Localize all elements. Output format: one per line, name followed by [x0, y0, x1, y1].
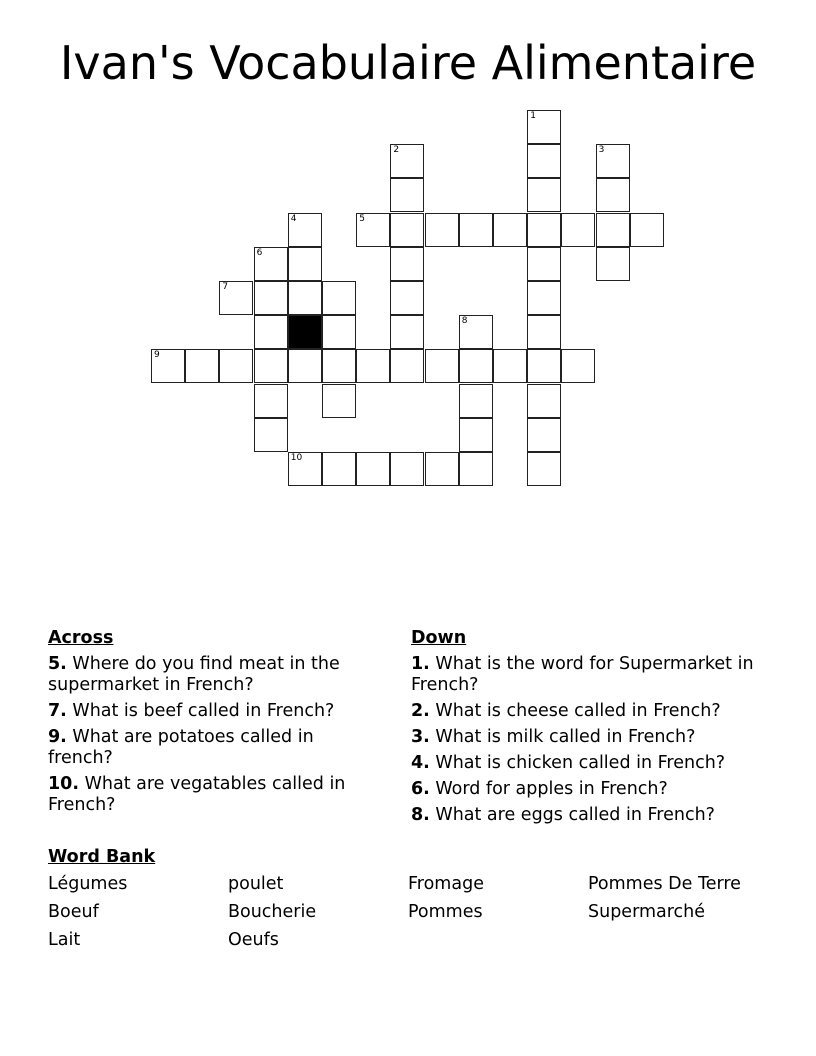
grid-cell[interactable] [322, 349, 356, 383]
grid-cell[interactable] [596, 178, 630, 212]
word-bank-item: Pommes [408, 902, 483, 922]
word-bank-item: Fromage [408, 874, 484, 894]
grid-cell[interactable] [527, 247, 561, 281]
clue-number: 2. [411, 701, 430, 721]
grid-cell[interactable] [493, 213, 527, 247]
down-clue [411, 654, 791, 696]
grid-cell[interactable] [254, 315, 288, 349]
down-clues [411, 628, 791, 831]
grid-cell[interactable] [527, 315, 561, 349]
grid-cell[interactable] [390, 213, 424, 247]
word-bank-heading: Word Bank [48, 847, 156, 867]
grid-cell[interactable] [356, 349, 390, 383]
grid-cell[interactable] [527, 384, 561, 418]
word-bank-item: Boucherie [228, 902, 317, 922]
clue-number: 6 [256, 247, 263, 258]
clue-text: What is chicken called in French? [429, 753, 726, 773]
word-bank [48, 845, 788, 951]
clue-number: 10. [48, 774, 80, 794]
grid-cell[interactable] [390, 178, 424, 212]
grid-cell[interactable] [527, 178, 561, 212]
grid-cell[interactable] [288, 349, 322, 383]
down-clue [411, 727, 791, 748]
clue-number: 8. [411, 805, 430, 825]
clue-number: 2 [393, 145, 400, 156]
grid-cell[interactable] [254, 418, 288, 452]
down-clue [411, 701, 791, 722]
grid-cell[interactable] [527, 418, 561, 452]
grid-cell[interactable] [425, 452, 459, 486]
down-clue [411, 779, 791, 800]
clue-text: What is the word for Supermarket in French? [411, 654, 754, 695]
across-clue [48, 727, 378, 769]
grid-cell[interactable] [459, 213, 493, 247]
grid-cell[interactable] [527, 213, 561, 247]
clue-number: 3 [598, 145, 605, 156]
clue-number: 5. [48, 654, 67, 674]
grid-cell[interactable] [322, 452, 356, 486]
clue-number: 9. [48, 727, 67, 747]
grid-cell[interactable] [459, 349, 493, 383]
grid-cell[interactable] [151, 349, 185, 383]
grid-cell[interactable] [356, 452, 390, 486]
grid-cell[interactable] [459, 452, 493, 486]
down-clue [411, 753, 791, 774]
grid-cell[interactable] [185, 349, 219, 383]
crossword-grid [0, 0, 816, 520]
grid-cell[interactable] [390, 281, 424, 315]
grid-cell[interactable] [254, 247, 288, 281]
clue-number: 6. [411, 779, 430, 799]
grid-cell[interactable] [630, 213, 664, 247]
clue-text: What is cheese called in French? [429, 701, 721, 721]
page-title: Ivan's Vocabulaire Alimentaire [59, 36, 757, 90]
word-bank-item: Pommes De Terre [588, 874, 741, 894]
clue-number: 1. [411, 654, 430, 674]
grid-cell[interactable] [459, 418, 493, 452]
grid-cell[interactable] [322, 384, 356, 418]
grid-cell[interactable] [561, 213, 595, 247]
grid-cell[interactable] [322, 315, 356, 349]
down-heading: Down [411, 628, 467, 648]
across-clues [48, 628, 378, 821]
clue-number: 9 [154, 350, 160, 361]
grid-cell[interactable] [527, 144, 561, 178]
word-bank-list [48, 873, 788, 951]
grid-cell[interactable] [527, 110, 561, 144]
grid-cell[interactable] [390, 452, 424, 486]
across-clue [48, 774, 378, 816]
grid-cell[interactable] [527, 349, 561, 383]
grid-cell[interactable] [322, 281, 356, 315]
clue-text: What is milk called in French? [429, 727, 696, 747]
clue-number: 8 [461, 316, 468, 327]
word-bank-item: Boeuf [48, 902, 99, 922]
grid-cell-blocked [288, 315, 322, 349]
grid-cell[interactable] [459, 315, 493, 349]
grid-cell[interactable] [356, 213, 390, 247]
across-heading: Across [48, 628, 114, 648]
grid-cell[interactable] [254, 281, 288, 315]
grid-cell[interactable] [390, 144, 424, 178]
word-bank-item: Supermarché [588, 902, 706, 922]
word-bank-item: Lait [48, 930, 81, 950]
down-clue [411, 805, 791, 826]
clue-number: 4. [411, 753, 430, 773]
grid-cell[interactable] [288, 213, 322, 247]
grid-cell[interactable] [527, 452, 561, 486]
grid-cell[interactable] [390, 247, 424, 281]
across-clue-list [48, 654, 378, 816]
across-clue [48, 654, 378, 696]
grid-cell[interactable] [596, 213, 630, 247]
grid-cell[interactable] [527, 281, 561, 315]
clue-number: 4 [290, 213, 297, 224]
word-bank-item: Légumes [48, 874, 128, 894]
clue-number: 7. [48, 701, 67, 721]
grid-cell[interactable] [596, 247, 630, 281]
clue-number: 1 [530, 111, 536, 121]
grid-cell[interactable] [561, 349, 595, 383]
grid-cell[interactable] [425, 213, 459, 247]
clue-number: 10 [290, 453, 303, 463]
word-bank-item: poulet [228, 874, 284, 894]
clue-text: What are eggs called in French? [429, 805, 715, 825]
grid-cell[interactable] [254, 384, 288, 418]
grid-cell[interactable] [390, 349, 424, 383]
clue-text: What is beef called in French? [66, 701, 335, 721]
clue-text: What are vegatables called in French? [48, 774, 346, 815]
grid-cell[interactable] [390, 315, 424, 349]
across-clue [48, 701, 378, 722]
down-clue-list [411, 654, 791, 826]
grid-cell[interactable] [288, 452, 322, 486]
grid-cell[interactable] [493, 349, 527, 383]
grid-cell[interactable] [596, 144, 630, 178]
clue-number: 7 [222, 282, 229, 292]
clue-number: 3. [411, 727, 430, 747]
clue-text: Word for apples in French? [429, 779, 668, 799]
word-bank-item: Oeufs [228, 930, 279, 950]
grid-cell[interactable] [288, 247, 322, 281]
grid-cell[interactable] [219, 349, 253, 383]
grid-cell[interactable] [459, 384, 493, 418]
grid-cell[interactable] [219, 281, 253, 315]
grid-cell[interactable] [254, 349, 288, 383]
clue-number: 5 [359, 213, 365, 224]
clue-text: Where do you find meat in the supermarket in French? [48, 654, 340, 695]
grid-cell[interactable] [288, 281, 322, 315]
grid-cell[interactable] [425, 349, 459, 383]
clue-text: What are potatoes called in french? [48, 727, 314, 768]
